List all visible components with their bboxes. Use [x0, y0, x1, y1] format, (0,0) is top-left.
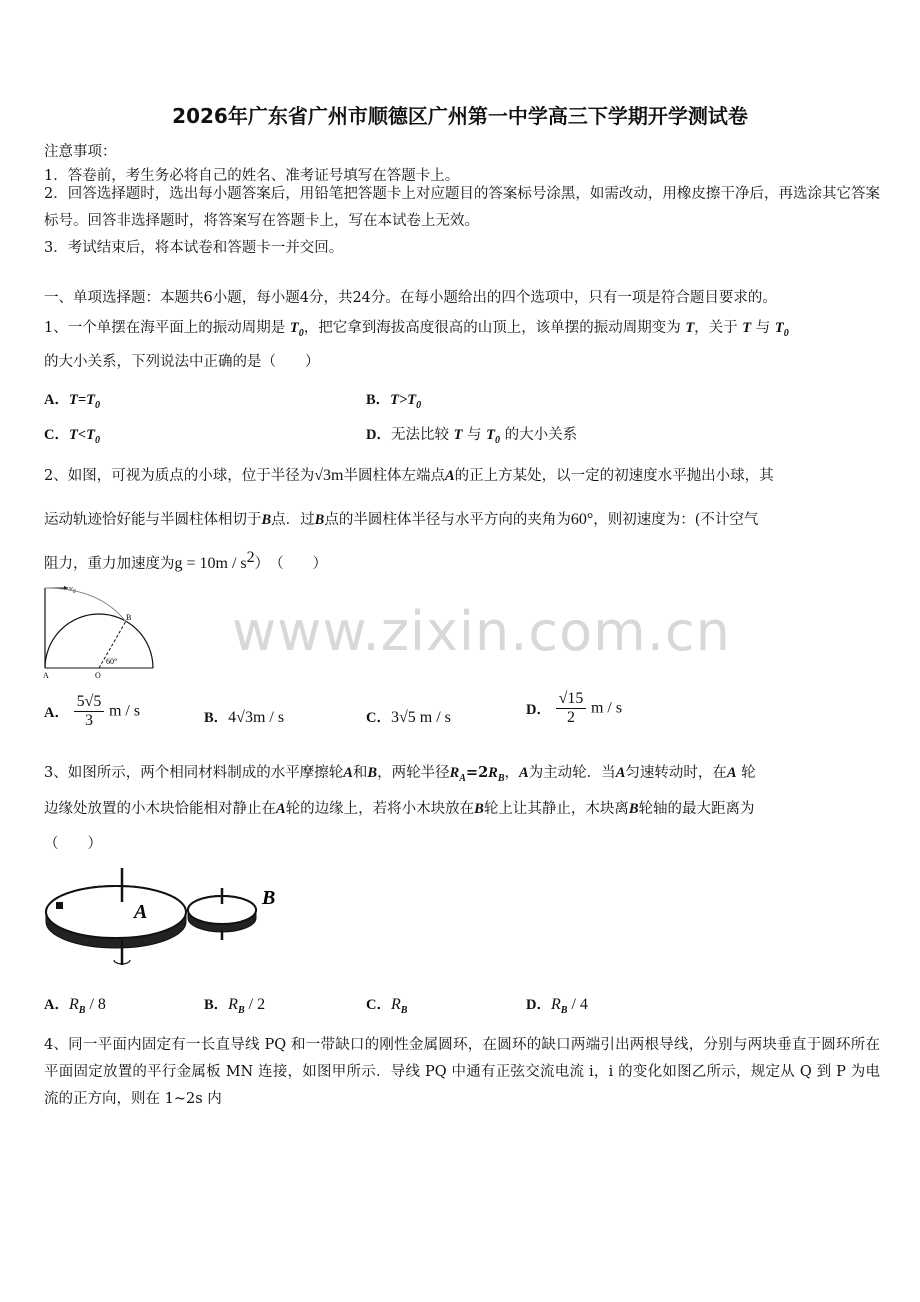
q3-figure — [40, 860, 300, 980]
q1-stem-cont: 的大小关系，下列说法中正确的是（ ） — [44, 354, 320, 370]
q2-fig-label-a: A — [43, 671, 49, 680]
q3-option-a[interactable]: A．$R_B / 8$ — [44, 996, 106, 1016]
q2-fig-trajectory — [45, 588, 126, 622]
q2-stem-line1: 2、如图，可视为质点的小球，位于半径为√3m半圆柱体左端点A的正上方某处，以一定的初速度水平抛出小球，其 — [44, 467, 774, 484]
q3-fig-label-a: A — [134, 901, 148, 923]
q2-fig-angle: 60° — [106, 657, 118, 666]
q1-option-a[interactable]: A．$T=T_0$ — [44, 392, 100, 411]
q3-fig-label-b: B — [262, 887, 276, 909]
q2-option-b[interactable]: B．4√3m / s — [204, 709, 285, 726]
q3-option-d[interactable]: D．$R_B / 4$ — [526, 996, 588, 1016]
q3-option-c[interactable]: C．$R_B$ — [366, 996, 408, 1016]
q1-stem: 1、一个单摆在海平面上的振动周期是 $T_0$，把它拿到海拔高度很高的山顶上，该单摆的振动周期变为 T，关于 T 与 $T_0$ — [44, 320, 789, 339]
q3-stem-line3: （ ） — [44, 836, 102, 852]
notice-item-3: 3．考试结束后，将本试卷和答题卡一并交回。 — [44, 240, 344, 256]
q2-option-a[interactable]: A． $\frac{5√5}{3}$ m / s — [44, 693, 141, 729]
q2-stem-line3: 阻力，重力加速度为$g = 10m / s^2$） （ ） — [44, 549, 328, 572]
q2-figure — [40, 582, 160, 682]
q1-option-c[interactable]: C．$T<T_0$ — [44, 427, 100, 446]
q2-stem-line2: 运动轨迹恰好能与半圆柱体相切于B点．过B点的半圆柱体半径与水平方向的夹角为60°，则初速度为：(不计空气 — [44, 511, 759, 528]
watermark: www.zixin.com.cn — [232, 600, 731, 663]
page-title: 2026年广东省广州市顺德区广州第一中学高三下学期开学测试卷 — [172, 104, 748, 128]
q2-option-c[interactable]: C．3√5 m / s — [366, 709, 451, 726]
q3-stem-line2: 边缘处放置的小木块恰能相对静止在A轮的边缘上，若将小木块放在B轮上让其静止，木块离B轮轴的最大距离为 — [44, 801, 755, 817]
notice-item-2: 2．回答选择题时，选出每小题答案后，用铅笔把答题卡上对应题目的答案标号涂黑，如需改动，用橡皮擦干净后，再选涂其它答案标号。回答非选择题时，将答案写在答题卡上，写在本试卷上无效。 — [44, 186, 880, 229]
notice-item-1: 1．答卷前，考生务必将自己的姓名、准考证号填写在答题卡上。 — [44, 168, 460, 184]
q3-fig-block — [56, 902, 63, 909]
notice-heading: 注意事项： — [44, 144, 117, 160]
q2-fig-label-b: B — [126, 613, 132, 622]
q2-option-d[interactable]: D． $\frac{√15}{2}$ m / s — [526, 690, 623, 726]
q2-fig-label-o: O — [95, 671, 101, 680]
q2-fig-semicircle — [45, 614, 153, 668]
q4-stem: 4、同一平面内固定有一长直导线 PQ 和一带缺口的刚性金属圆环，在圆环的缺口两端引出两根导线，分别与两块垂直于圆环所在平面固定放置的平行金属板 MN 连接，如图甲所示．导线 PQ 中通有正弦交流电流 i，i 的变化如图乙所示，规定从 Q 到 P 为电流的正方向，则在 1~2s 内 — [44, 1037, 880, 1107]
q3-option-b[interactable]: B．$R_B / 2$ — [204, 996, 266, 1016]
q3-stem-line1: 3、如图所示，两个相同材料制成的水平摩擦轮A和B，两轮半径$R_A=2R_B$，A为主动轮．当A匀速转动时，在A 轮 — [44, 764, 756, 784]
q1-option-b[interactable]: B．$T>T_0$ — [366, 392, 422, 411]
section-heading: 一、单项选择题：本题共6小题，每小题4分，共24分。在每小题给出的四个选项中，只有一项是符合题目要求的。 — [44, 290, 777, 306]
q1-option-d[interactable]: D．无法比较 T 与 $T_0$ 的大小关系 — [366, 427, 578, 446]
q2-fig-v0-label: $v_0$ — [69, 584, 76, 595]
